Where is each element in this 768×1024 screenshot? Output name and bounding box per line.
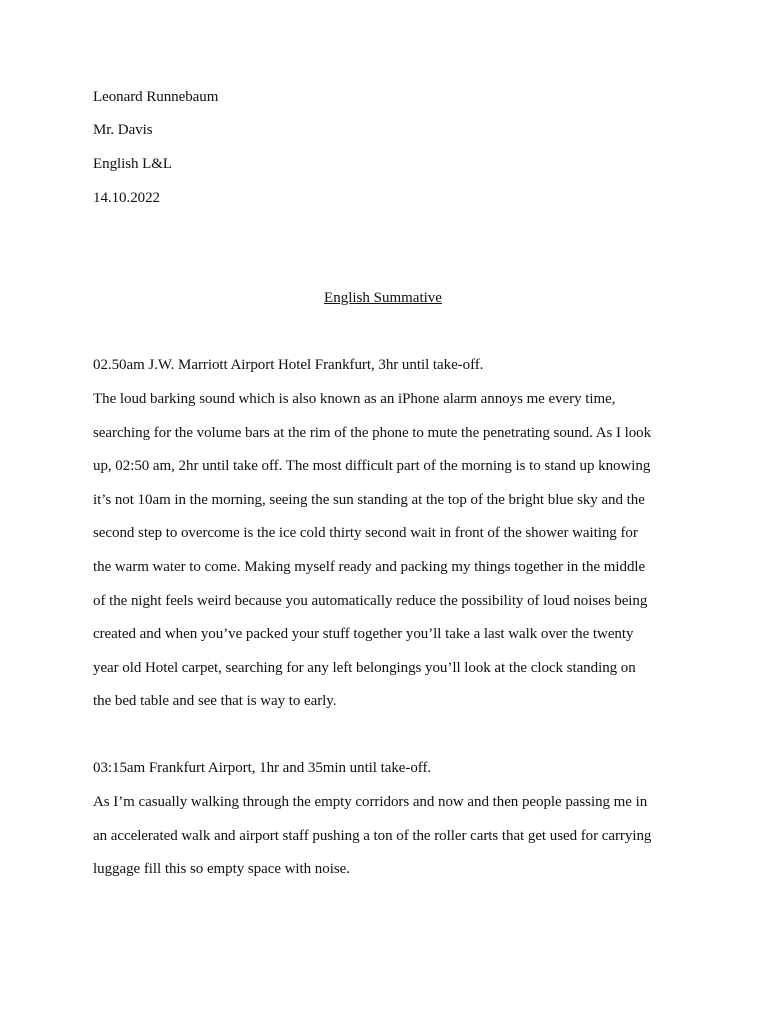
course-name: English L&L <box>93 156 173 172</box>
section-1-heading: 02.50am J.W. Marriott Airport Hotel Frankfurt, 3hr until take-off. <box>93 357 484 373</box>
paragraph-line: created and when you’ve packed your stuff together you’ll take a last walk over the twenty <box>93 626 634 642</box>
paragraph-line: it’s not 10am in the morning, seeing the sun standing at the top of the bright blue sky and the <box>93 492 645 508</box>
document-date: 14.10.2022 <box>93 190 161 206</box>
paragraph-line: second step to overcome is the ice cold thirty second wait in front of the shower waiting for <box>93 525 638 541</box>
teacher-name: Mr. Davis <box>93 122 153 138</box>
section-2-heading: 03:15am Frankfurt Airport, 1hr and 35min until take-off. <box>93 760 432 776</box>
paragraph-line: year old Hotel carpet, searching for any left belongings you’ll look at the clock standing on <box>93 660 636 676</box>
paragraph-line: luggage fill this so empty space with noise. <box>93 861 350 877</box>
paragraph-line: As I’m casually walking through the empty corridors and now and then people passing me in <box>93 794 648 810</box>
paragraph-line: the warm water to come. Making myself ready and packing my things together in the middle <box>93 559 646 575</box>
paragraph-line: searching for the volume bars at the rim of the phone to mute the penetrating sound. As I look <box>93 425 652 441</box>
paragraph-line: of the night feels weird because you automatically reduce the possibility of loud noises being <box>93 593 648 609</box>
paragraph-line: an accelerated walk and airport staff pushing a ton of the roller carts that get used for carrying <box>93 828 652 844</box>
document-title: English Summative <box>324 290 442 306</box>
paragraph-line: up, 02:50 am, 2hr until take off. The most difficult part of the morning is to stand up knowing <box>93 458 651 474</box>
student-name: Leonard Runnebaum <box>93 89 219 105</box>
paragraph-line: the bed table and see that is way to early. <box>93 693 337 709</box>
paragraph-line: The loud barking sound which is also known as an iPhone alarm annoys me every time, <box>93 391 616 407</box>
